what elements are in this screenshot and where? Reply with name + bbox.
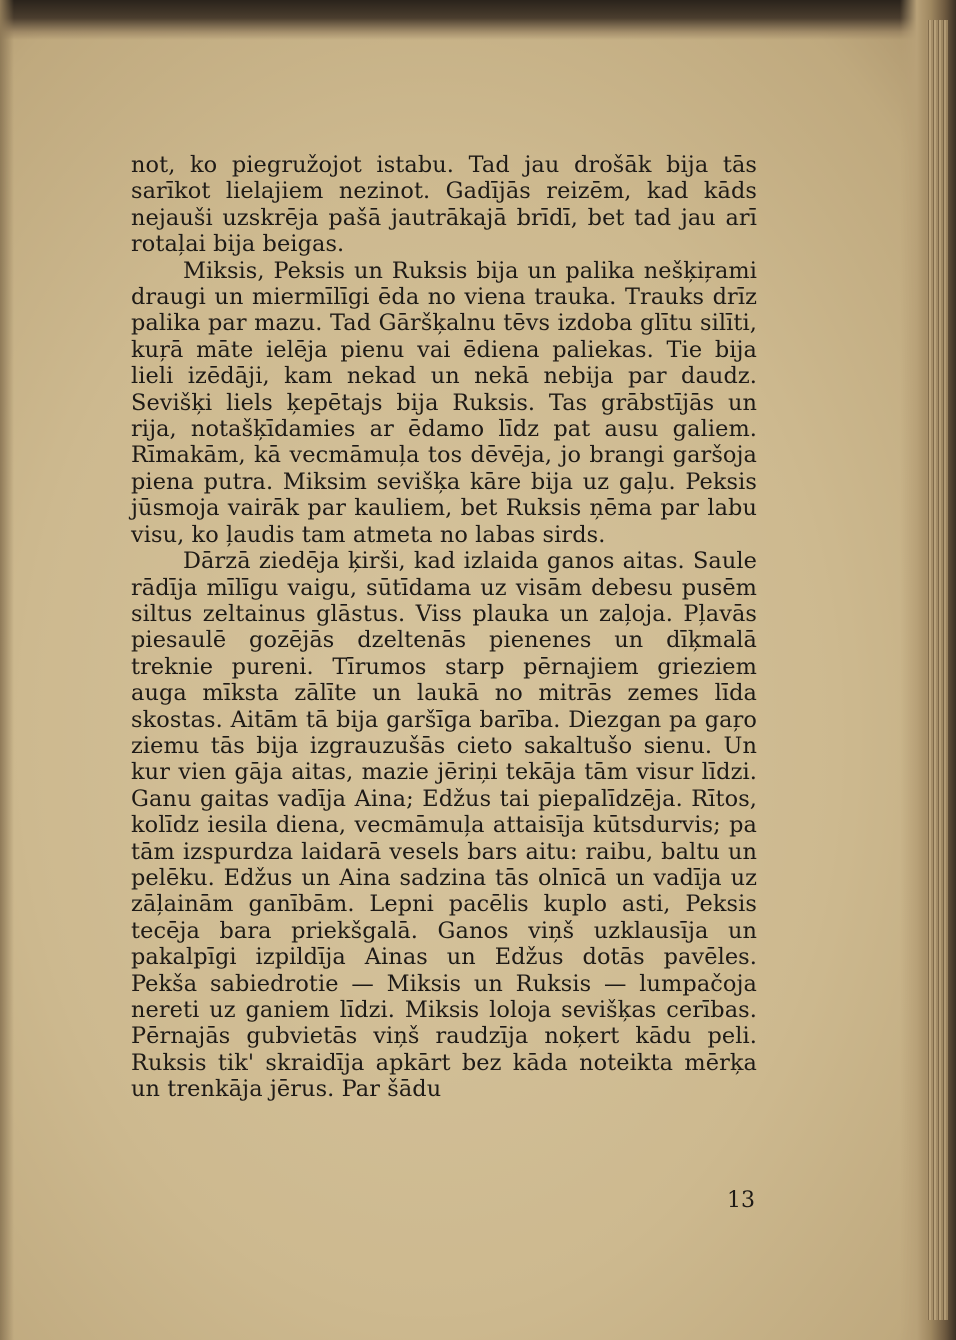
body-text (131, 152, 757, 1103)
paragraph-2: Miksis, Peksis un Ruksis bija un palika nešķiŗami draugi un miermīlīgi ēda no viena trauka. Trauks drīz palika par mazu. Tad Gāršķalnu tēvs izdoba glītu silīti, kuŗā māte ielēja pienu vai ēdiena paliekas. Tie bija lieli izēdāji, kam nekad un nekā nebija par daudz. Sevišķi liels ķepētajs bija Ruksis. Tas grābstījās un rija, notašķīdamies ar ēdamo līdz pat ausu galiem. Rīmakām, kā vecmāmuļa tos dēvēja, jo brangi garšoja piena putra. Miksim sevišķa kāre bija uz gaļu. Peksis jūsmoja vairāk par kauliem, bet Ruksis ņēma par labu visu, ko ļaudis tam atmeta no labas sirds. (131, 257, 757, 548)
paragraph-1: not, ko piegružojot istabu. Tad jau drošāk bija tās sarīkot lielajiem nezinot. Gadījās reizēm, kad kāds nejauši uzskrēja pašā jautrākajā brīdī, bet tad jau arī rotaļai bija beigas. (131, 152, 757, 258)
page-left-edge (0, 0, 14, 1340)
page-number: 13 (727, 1188, 755, 1213)
scan-top-shadow (0, 0, 956, 40)
page-stack-edges (926, 20, 948, 1320)
paragraph-3: Dārzā ziedēja ķirši, kad izlaida ganos aitas. Saule rādīja mīlīgu vaigu, sūtīdama uz visām debesu pusēm siltus zeltainus glāstus. Viss plauka un zaļoja. Pļavās piesaulē gozējās dzeltenās pienenes un dīķmalā treknie pureni. Tīrumos starp pērnajiem grieziem auga mīksta zālīte un laukā no mitrās zemes līda skostas. Aitām tā bija garšīga barība. Diezgan pa gaŗo ziemu tās bija izgrauzušās cieto sakaltušo sienu. Un kur vien gāja aitas, mazie jēriņi tekāja tām visur līdzi. Ganu gaitas vadīja Aina; Edžus tai piepalīdzēja. Rītos, kolīdz iesila diena, vecmāmuļa attaisīja kūtsdurvis; pa tām izspurdza laidarā vesels bars aitu: raibu, baltu un pelēku. Edžus un Aina sadzina tās olnīcā un vadīja uz zāļainām ganībām. Lepni pacēlis kuplo asti, Peksis tecēja bara priekšgalā. Ganos viņš uzklausīja un pakalpīgi izpildīja Ainas un Edžus dotās pavēles. Pekša sabiedrotie — Miksis un Ruksis — lumpačoja nereti uz ganiem līdzi. Miksis loloja sevišķas cerības. Pērnajās gubvietās viņš raudzīja noķert kādu peli. Ruksis tik' skraidīja apkārt bez kāda noteikta mērķa un trenkāja jērus. Par šādu (131, 548, 757, 1103)
